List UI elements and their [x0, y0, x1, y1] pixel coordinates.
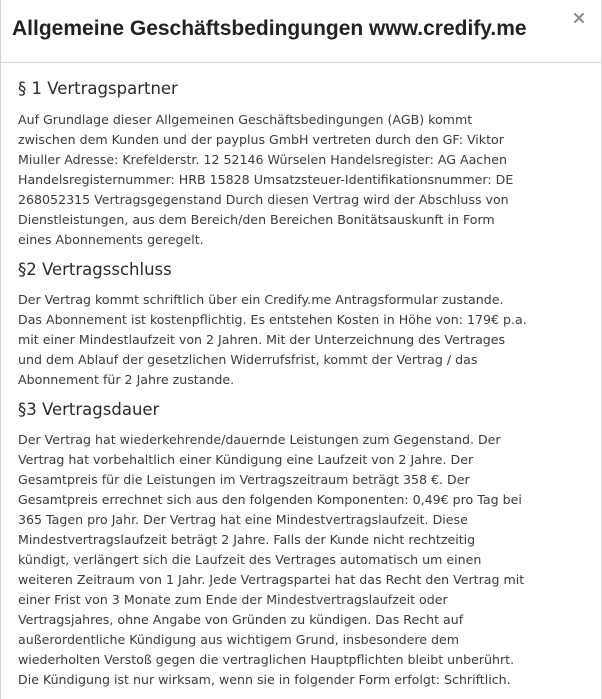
text-line: Vertrag hat vorbehaltlich einer Kündigung eine Laufzeit von 2 Jahre. Der	[18, 452, 474, 467]
text-line: Handelsregisternummer: HRB 15828 Umsatzsteuer-Identifikationsnummer: DE	[18, 172, 514, 187]
text-line: eines Abonnements geregelt.	[18, 232, 204, 247]
text-line: Miuller Adresse: Krefelderstr. 12 52146 Würselen Handelsregister: AG Aachen	[18, 152, 507, 167]
text-line: 268052315 Vertragsgegenstand Durch diesen Vertrag wird der Abschluss von	[18, 192, 509, 207]
close-icon	[571, 10, 587, 26]
section-text-vertragsschluss	[18, 290, 527, 390]
section-text-vertragsdauer	[18, 430, 524, 690]
text-line: außerordentliche Kündigung aus wichtigem Grund, insbesondere dem	[18, 632, 460, 647]
text-line: weiteren Zeitraum von 1 Jahr. Jede Vertragspartei hat das Recht den Vertrag mit	[18, 572, 525, 587]
text-line: kündigt, verlängert sich die Laufzeit des Vertrages automatisch um einen	[18, 552, 482, 567]
text-line: Gesamtpreis errechnet sich aus den folgenden Komponenten: 0,49€ pro Tag bei	[18, 492, 522, 507]
modal-title: Allgemeine Geschäftsbedingungen www.credify.me	[12, 17, 527, 40]
text-line: Vertragsjahres, ohne Angabe von Gründen zu kündigen. Das Recht auf	[18, 612, 464, 627]
text-line: mit einer Mindestlaufzeit von 2 Jahren. Mit der Unterzeichnung des Vertrages	[18, 332, 506, 347]
section-text-vertragspartner	[18, 110, 513, 250]
text-line: Mindestvertragslaufzeit beträgt 2 Jahre. Falls der Kunde nicht rechtzeitig	[18, 532, 476, 547]
text-line: wiederholten Verstoß gegen die vertraglichen Hauptpflichten bleibt unberührt.	[18, 652, 515, 667]
text-line: Der Vertrag kommt schriftlich über ein Credify.me Antragsformular zustande.	[18, 292, 504, 307]
text-line: 365 Tagen pro Jahr. Der Vertrag hat eine Mindestvertragslaufzeit. Diese	[18, 512, 468, 527]
text-line: Gesamtpreis für die Leistungen im Vertragszeitraum beträgt 358 €. Der	[18, 472, 470, 487]
text-line: zwischen dem Kunden und der payplus GmbH vertreten durch den GF: Viktor	[18, 132, 504, 147]
text-line: Die Kündigung ist nur wirksam, wenn sie in folgender Form erfolgt: Schriftlich.	[18, 672, 511, 687]
section-title-vertragspartner: § 1 Vertragspartner	[18, 79, 178, 98]
text-line: Abonnement für 2 Jahre zustande.	[18, 372, 235, 387]
text-line: und dem Ablauf der gesetzlichen Widerrufsfrist, kommt der Vertrag / das	[18, 352, 478, 367]
text-line: Dienstleistungen, aus dem Bereich/den Bereichen Bonitätsauskunft in Form	[18, 212, 495, 227]
section-title-vertragsdauer: §3 Vertragsdauer	[18, 400, 160, 419]
text-line: Auf Grundlage dieser Allgemeinen Geschäftsbedingungen (AGB) kommt	[18, 112, 473, 127]
text-line: Das Abonnement ist kostenpflichtig. Es entstehen Kosten in Höhe von: 179€ p.a.	[18, 312, 527, 327]
text-line: Der Vertrag hat wiederkehrende/dauernde Leistungen zum Gegenstand. Der	[18, 432, 501, 447]
modal-header	[1, 0, 601, 63]
section-title-vertragsschluss: §2 Vertragsschluss	[18, 260, 172, 279]
close-button[interactable]	[571, 10, 587, 26]
text-line: einer Frist von 3 Monate zum Ende der Mindestvertragslaufzeit oder	[18, 592, 448, 607]
